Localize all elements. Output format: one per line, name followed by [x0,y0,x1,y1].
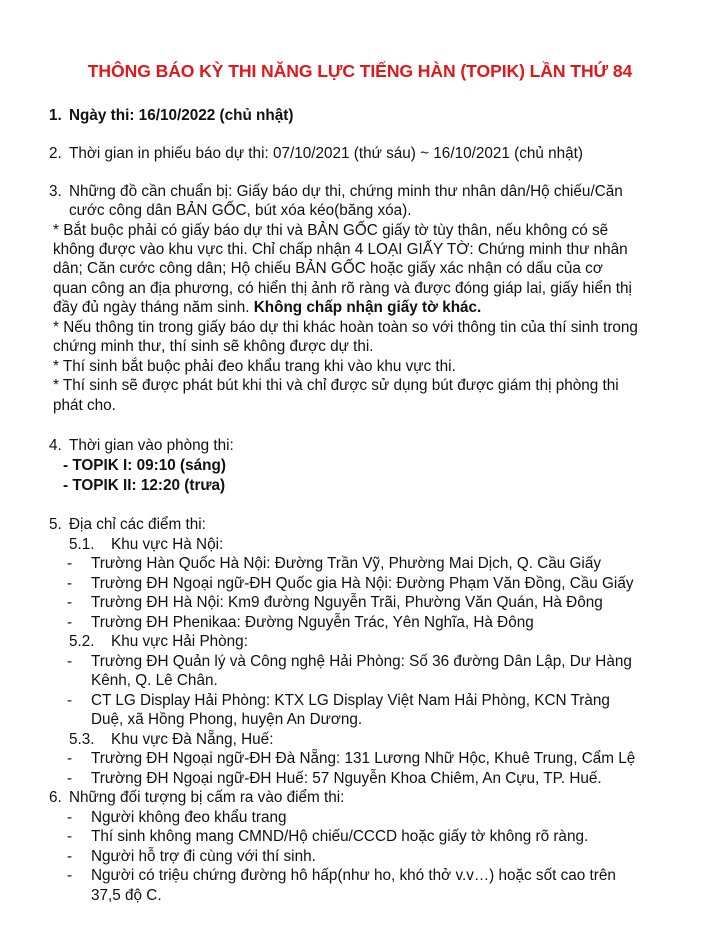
venue-item: Trường ĐH Hà Nội: Km9 đường Nguyễn Trãi, Phường Văn Quán, Hà Đông [91,594,603,611]
venue-item: Trường ĐH Quản lý và Công nghệ Hải Phòng: Số 36 đường Dân Lập, Dư Hàng [91,653,632,670]
region-haiphong: Khu vực Hải Phòng: [111,633,248,650]
region-number: 5.1. [69,536,95,553]
venue-item: Trường ĐH Ngoại ngữ-ĐH Quốc gia Hà Nội: Đường Phạm Văn Đồng, Cầu Giấy [91,575,634,592]
banned-item: Thí sinh không mang CMND/Hộ chiếu/CCCD hoặc giấy tờ không rõ ràng. [91,828,589,845]
banned-item: Người không đeo khẩu trang [91,809,287,826]
topik-1-time: - TOPIK I: 09:10 (sáng) [63,457,226,474]
banned-item: 37,5 độ C. [91,887,162,904]
section-4-number: 4. [49,437,62,454]
note-line: * Bắt buộc phải có giấy báo dự thi và BẢN GỐC giấy tờ tùy thân, nếu không có sẽ [53,222,609,239]
note-text: đầy đủ ngày tháng năm sinh. [53,299,254,316]
note-line: * Thí sinh sẽ được phát bút khi thi và chỉ được sử dụng bút được giám thị phòng thi [53,377,619,394]
dash: - [67,653,73,670]
dash: - [67,770,73,787]
topik-2-time: - TOPIK II: 12:20 (trưa) [63,477,226,494]
note-line: * Thí sinh bắt buộc phải đeo khẩu trang khi vào khu vực thi. [53,358,456,375]
section-1-number: 1. [49,107,62,124]
note-emphasis: Không chấp nhận giấy tờ khác. [253,299,482,316]
note-line: phát cho. [53,397,116,414]
dash: - [67,614,73,631]
dash: - [67,828,73,845]
section-3-line: Những đồ cần chuẩn bị: Giấy báo dự thi, chứng minh thư nhân dân/Hộ chiếu/Căn [69,183,623,200]
venue-item: Kênh, Q. Lê Chân. [91,672,218,689]
section-4-heading: Thời gian vào phòng thi: [69,437,234,454]
note-line: quan công an địa phương, có hiển thị ảnh rõ ràng và được đóng giáp lai, giấy hiển thị [53,280,632,297]
note-line [53,298,481,317]
banned-item: Người hỗ trợ đi cùng với thí sinh. [91,848,316,865]
dash: - [67,555,73,572]
banned-item: Người có triệu chứng đường hô hấp(như ho, khó thở v.v…) hoặc sốt cao trên [91,867,616,884]
venue-item: Trường ĐH Ngoại ngữ-ĐH Đà Nẵng: 131 Lương Nhữ Hộc, Khuê Trung, Cẩm Lệ [91,750,636,767]
venue-item: CT LG Display Hải Phòng: KTX LG Display Việt Nam Hải Phòng, KCN Tràng [91,692,610,709]
section-5-number: 5. [49,516,62,533]
dash: - [67,848,73,865]
section-5-heading: Địa chỉ các điểm thi: [69,516,206,533]
region-danang-hue: Khu vực Đà Nẵng, Huế: [111,731,274,748]
section-2-print-period: Thời gian in phiếu báo dự thi: 07/10/2021 (thứ sáu) ~ 16/10/2021 (chủ nhật) [69,145,583,162]
section-6-heading: Những đối tượng bị cấm ra vào điểm thi: [69,789,345,806]
section-6-number: 6. [49,789,62,806]
venue-item: Trường ĐH Phenikaa: Đường Nguyễn Trác, Yên Nghĩa, Hà Đông [91,614,534,631]
section-2-number: 2. [49,145,62,162]
section-3-line: cước công dân BẢN GỐC, bút xóa kéo(băng xóa). [69,202,412,219]
dash: - [67,750,73,767]
venue-item: Duệ, xã Hồng Phong, huyện An Dương. [91,711,363,728]
dash: - [67,692,73,709]
region-number: 5.3. [69,731,95,748]
section-1-exam-date: Ngày thi: 16/10/2022 (chủ nhật) [69,107,294,124]
note-line: chứng minh thư, thí sinh sẽ không được dự thi. [53,338,374,355]
venue-item: Trường Hàn Quốc Hà Nội: Đường Trần Vỹ, Phường Mai Dịch, Q. Cầu Giấy [91,555,601,572]
note-line: không được vào khu vực thi. Chỉ chấp nhận 4 LOẠI GIẤY TỜ: Chứng minh thư nhân [53,241,628,258]
note-line: dân; Căn cước công dân; Hộ chiếu BẢN GỐC hoặc giấy xác nhận có dấu của cơ [53,260,603,277]
section-3-number: 3. [49,183,62,200]
notice-title: THÔNG BÁO KỲ THI NĂNG LỰC TIẾNG HÀN (TOPIK) LẦN THỨ 84 [87,61,633,81]
dash: - [67,575,73,592]
region-number: 5.2. [69,633,95,650]
region-hanoi: Khu vực Hà Nội: [111,536,224,553]
dash: - [67,594,73,611]
dash: - [67,867,73,884]
note-line: * Nếu thông tin trong giấy báo dự thi khác hoàn toàn so với thông tin của thí sinh trong [53,319,638,336]
venue-item: Trường ĐH Ngoại ngữ-ĐH Huế: 57 Nguyễn Khoa Chiêm, An Cựu, TP. Huế. [91,770,602,787]
dash: - [67,809,73,826]
